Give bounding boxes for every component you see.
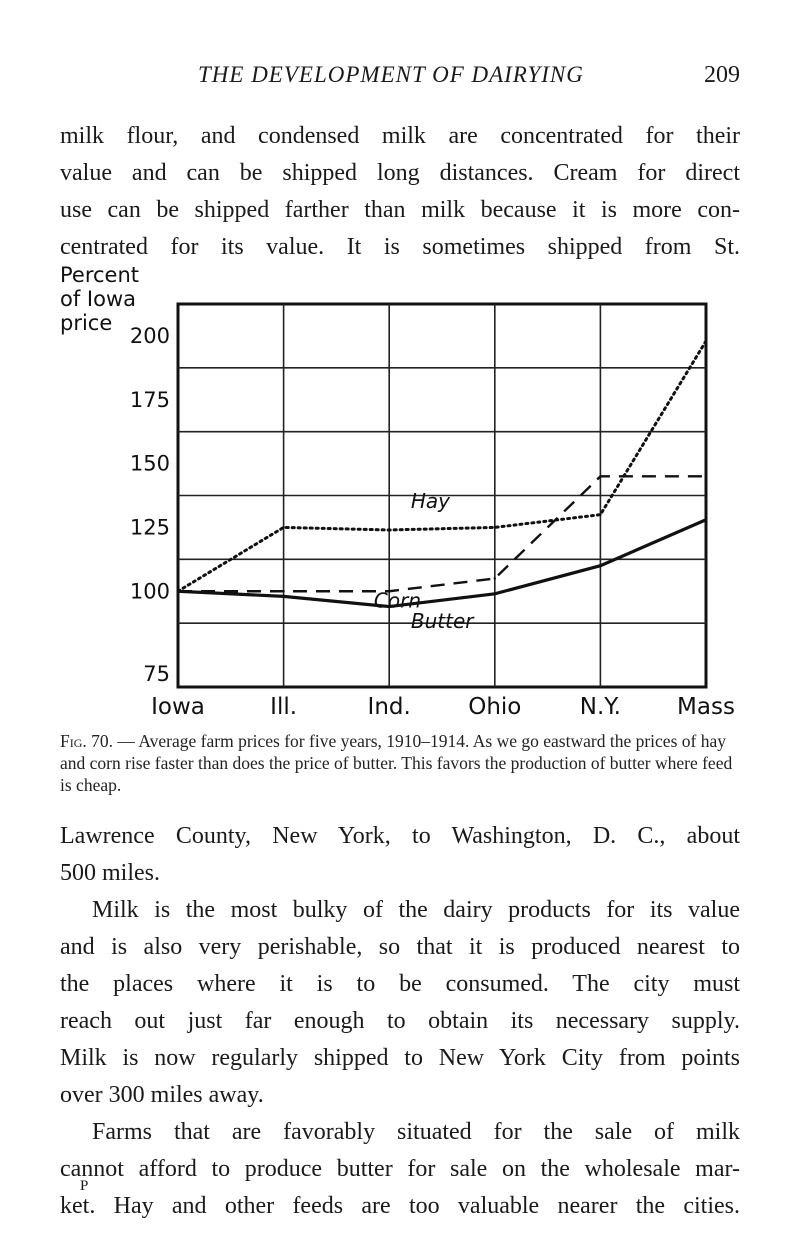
chart-series [177, 340, 707, 608]
series-point-corn [494, 577, 496, 579]
series-label-butter: Butter [410, 608, 474, 633]
paragraph-4-line-3: ket. Hay and other feeds are too valuable nearer the cities. [60, 1193, 740, 1219]
series-label-corn: Corn [373, 588, 422, 613]
y-tick-label: 200 [129, 323, 170, 348]
paragraph-1-line-4: centrated for its value. It is sometimes shipped from St. [60, 234, 740, 260]
x-tick-label: Ohio [468, 694, 522, 720]
series-point-butter [599, 565, 601, 567]
x-tick-label: N.Y. [579, 694, 622, 720]
paragraph-1-line-1: milk flour, and condensed milk are concentrated for their [60, 123, 740, 149]
x-tick-label: Mass [677, 694, 735, 720]
paragraph-1-line-2: value and can be shipped long distances. Cream for direct [60, 160, 740, 186]
figure-70-chart [58, 263, 748, 720]
y-tick-label: 150 [129, 451, 170, 476]
series-point-hay [282, 526, 284, 528]
series-point-corn [282, 590, 284, 592]
x-tick-label: Iowa [151, 694, 205, 720]
series-point-hay [494, 526, 496, 528]
series-point-butter [494, 593, 496, 595]
x-tick-label: Ind. [367, 694, 411, 720]
series-point-hay [705, 340, 707, 342]
paragraph-4-line-1: Farms that are favorably situated for the sale of milk [92, 1119, 740, 1145]
y-tick-label: 75 [143, 662, 170, 686]
paragraph-3-line-2: and is also very perishable, so that it is produced nearest to [60, 934, 740, 960]
paragraph-3-line-6: over 300 miles away. [60, 1082, 264, 1108]
x-tick-labels [151, 694, 735, 720]
paragraph-1-line-3: use can be shipped farther than milk because it is more con- [60, 197, 740, 223]
series-point-hay [599, 513, 601, 515]
signature-mark: P [80, 1178, 89, 1194]
paragraph-3-line-3: the places where it is to be consumed. The city must [60, 971, 740, 997]
y-axis-title [60, 263, 139, 335]
y-tick-labels [130, 324, 170, 686]
series-point-corn [705, 475, 707, 477]
paragraph-3-line-1: Milk is the most bulky of the dairy products for its value [92, 897, 740, 923]
page-number: 209 [704, 62, 740, 88]
series-point-corn [599, 475, 601, 477]
caption-figure-label: Fig. 70. [60, 731, 114, 751]
series-point-butter [705, 519, 707, 521]
y-tick-label: 175 [129, 387, 170, 412]
paragraph-3-line-4: reach out just far enough to obtain its necessary supply. [60, 1008, 740, 1034]
series-point-butter [177, 590, 179, 592]
y-tick-label: 125 [129, 515, 170, 540]
x-tick-label: Ill. [270, 694, 298, 720]
page-header [0, 62, 800, 102]
y-title-line: of Iowa [60, 287, 137, 311]
series-point-hay [388, 529, 390, 531]
price-chart [58, 263, 748, 720]
y-title-line: price [60, 311, 113, 335]
paragraph-3-line-5: Milk is now regularly shipped to New York City from points [60, 1045, 740, 1071]
paragraph-2-line-2: 500 miles. [60, 860, 160, 886]
paragraph-4-line-2: cannot afford to produce butter for sale on the wholesale mar- [60, 1156, 740, 1182]
caption-text: — Average farm prices for five years, 1910–1914. As we go eastward the prices of hay and corn rise faster than does the price of butter. This favors the production of butter where feed is cheap. [60, 731, 733, 795]
series-point-butter [282, 595, 284, 597]
paragraph-2-line-1: Lawrence County, New York, to Washington, D. C., about [60, 823, 740, 849]
series-label-hay: Hay [410, 488, 451, 513]
y-tick-label: 100 [129, 579, 170, 604]
y-title-line: Percent [60, 263, 140, 287]
figure-caption [60, 730, 740, 796]
series-line-butter [178, 520, 706, 607]
running-head: THE DEVELOPMENT OF DAIRYING [198, 62, 584, 87]
